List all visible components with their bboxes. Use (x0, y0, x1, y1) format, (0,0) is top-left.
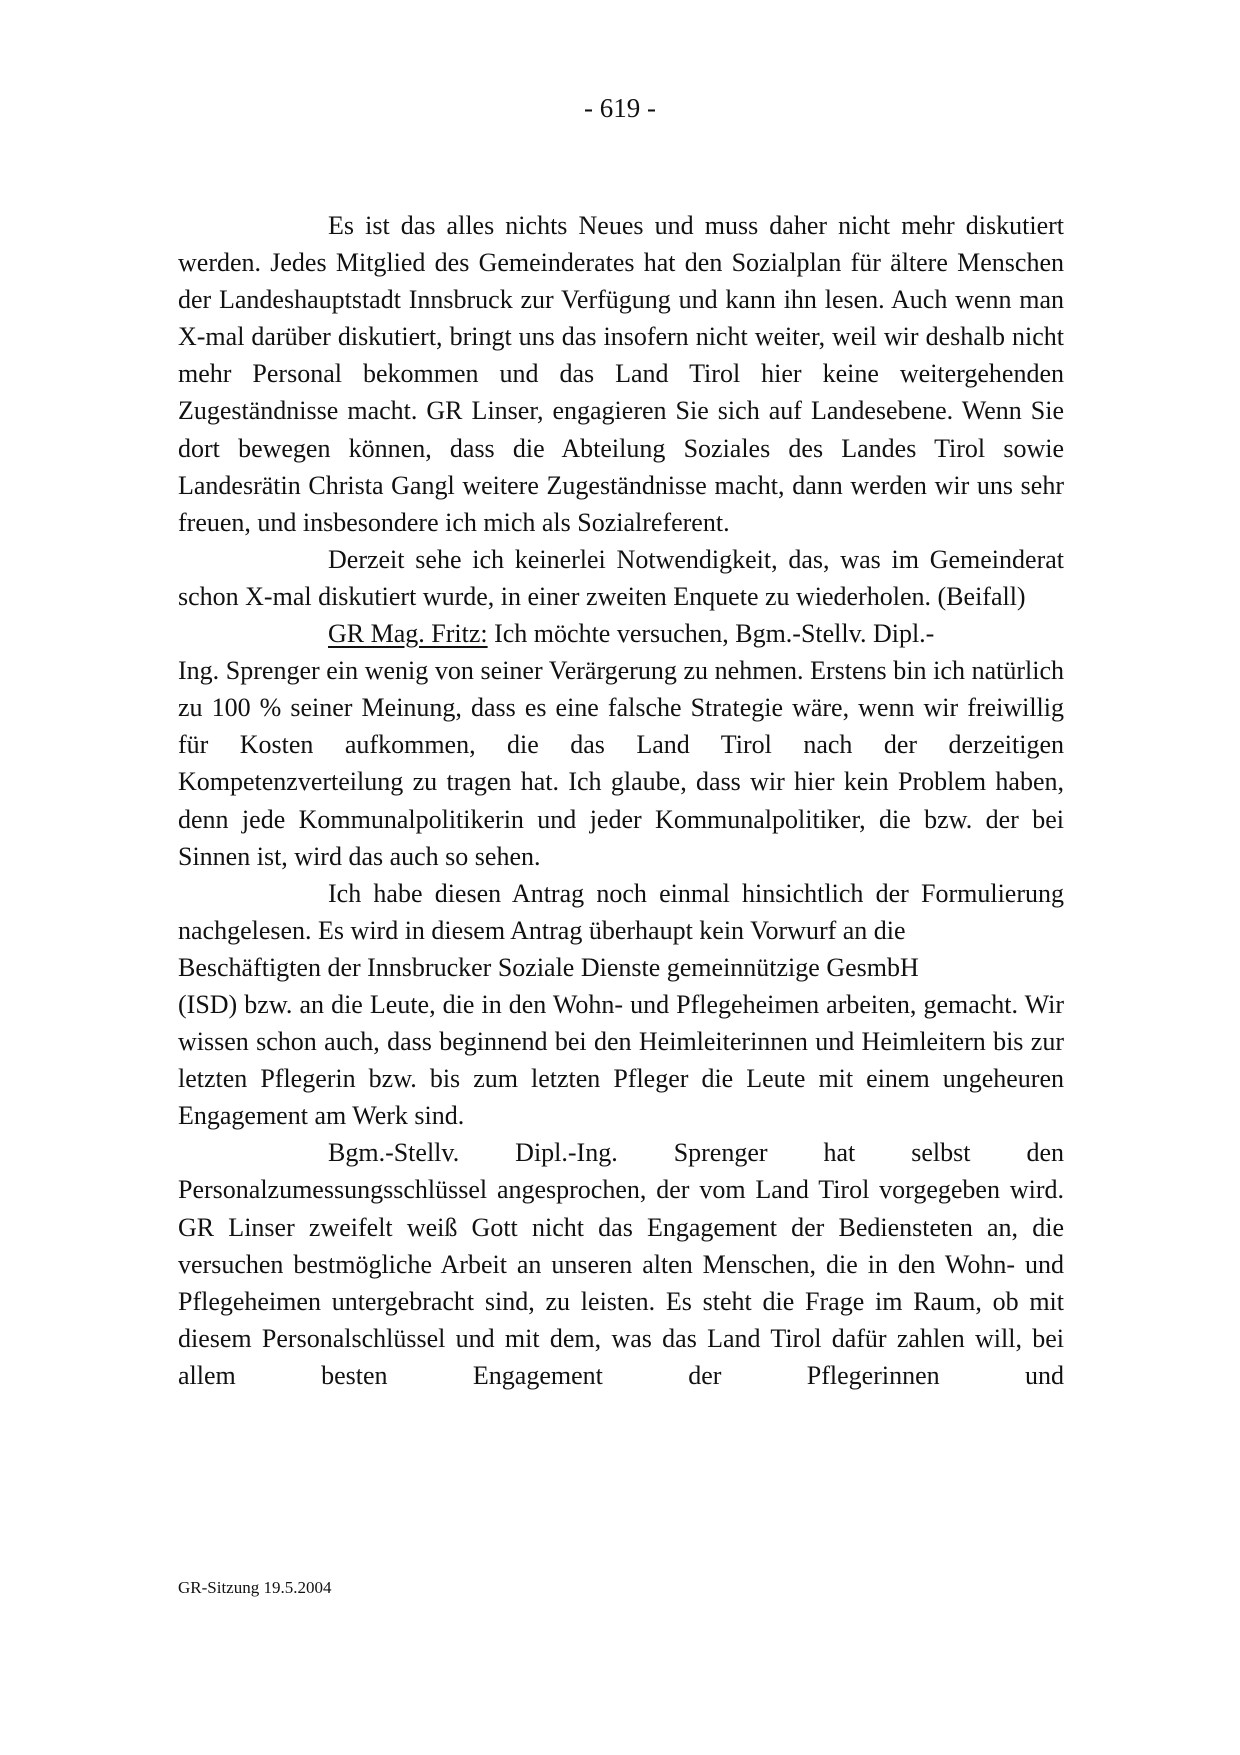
page-number: - 619 - (584, 93, 656, 123)
paragraph-2: Derzeit sehe ich keinerlei Notwendigkeit, das, was im Gemeinderat schon X-mal diskutiert wurde, in einer zweiten Enquete zu wiederholen. (Beifall) (178, 544, 1064, 611)
paragraph-4-continuation: (ISD) bzw. an die Leute, die in den Wohn- und Pflegeheimen arbeiten, gemacht. Wir wissen schon auch, dass beginnend bei den Heimleiterinnen und Heimleitern bis zur letzten Pflegerin bzw. bis zum letzten Pfleger die Leute mit einem ungeheuren Engagement am Werk sind. (178, 989, 1064, 1131)
document-body (178, 207, 1064, 1394)
paragraph-1: Es ist das alles nichts Neues und muss daher nicht mehr diskutiert werden. Jedes Mitglied des Gemeinderates hat den Sozialplan für ältere Menschen der Landeshauptstadt Innsbruck zur Verfügung und kann ihn lesen. Auch wenn man X-mal darüber diskutiert, bringt uns das insofern nicht weiter, weil wir deshalb nicht mehr Personal bekommen und das Land Tirol hier keine weitergehenden Zugeständnisse macht. GR Linser, engagieren Sie sich auf Landesebene. Wenn Sie dort bewegen können, dass die Abteilung Soziales des Landes Tirol sowie Landesrätin Christa Gangl weitere Zugeständnisse macht, dann werden wir uns sehr freuen, und insbesondere ich mich als Sozialreferent. (178, 211, 1064, 537)
footer-session-date: GR-Sitzung 19.5.2004 (178, 1578, 332, 1597)
paragraph-3 (178, 615, 1064, 652)
paragraph-5: Bgm.-Stellv. Dipl.-Ing. Sprenger hat selbst den Personalzumessungsschlüssel angesprochen, der vom Land Tirol vorgegeben wird. GR Linser zweifelt weiß Gott nicht das Engagement der Bediensteten an, die versuchen bestmögliche Arbeit an unseren alten Menschen, die in den Wohn- und Pflegeheimen untergebracht sind, zu leisten. Es steht die Frage im Raum, ob mit diesem Personalschlüssel und mit dem, was das Land Tirol dafür zahlen will, bei allem besten Engagement der Pflegerinnen und (178, 1138, 1064, 1390)
paragraph-3-first-line: Ich möchte versuchen, Bgm.-Stellv. Dipl.- (487, 619, 935, 649)
paragraph-3-continuation: Ing. Sprenger ein wenig von seiner Verärgerung zu nehmen. Erstens bin ich natürlich zu 100 % seiner Meinung, dass es eine falsche Strategie wäre, wenn wir freiwillig für Kosten aufkommen, die das Land Tirol nach der derzeitigen Kompetenzverteilung zu tragen hat. Ich glaube, dass wir hier kein Problem haben, denn jede Kommunalpolitikerin und jeder Kommunalpolitiker, die bzw. der bei Sinnen ist, wird das auch so sehen. (178, 656, 1064, 871)
paragraph-4: Ich habe diesen Antrag noch einmal hinsichtlich der Formulierung nachgelesen. Es wird in diesem Antrag überhaupt kein Vorwurf an die (178, 878, 1064, 945)
paragraph-4-line: Beschäftigten der Innsbrucker Soziale Dienste gemeinnützige GesmbH (178, 952, 919, 982)
speaker-name: GR Mag. Fritz: (328, 619, 488, 649)
